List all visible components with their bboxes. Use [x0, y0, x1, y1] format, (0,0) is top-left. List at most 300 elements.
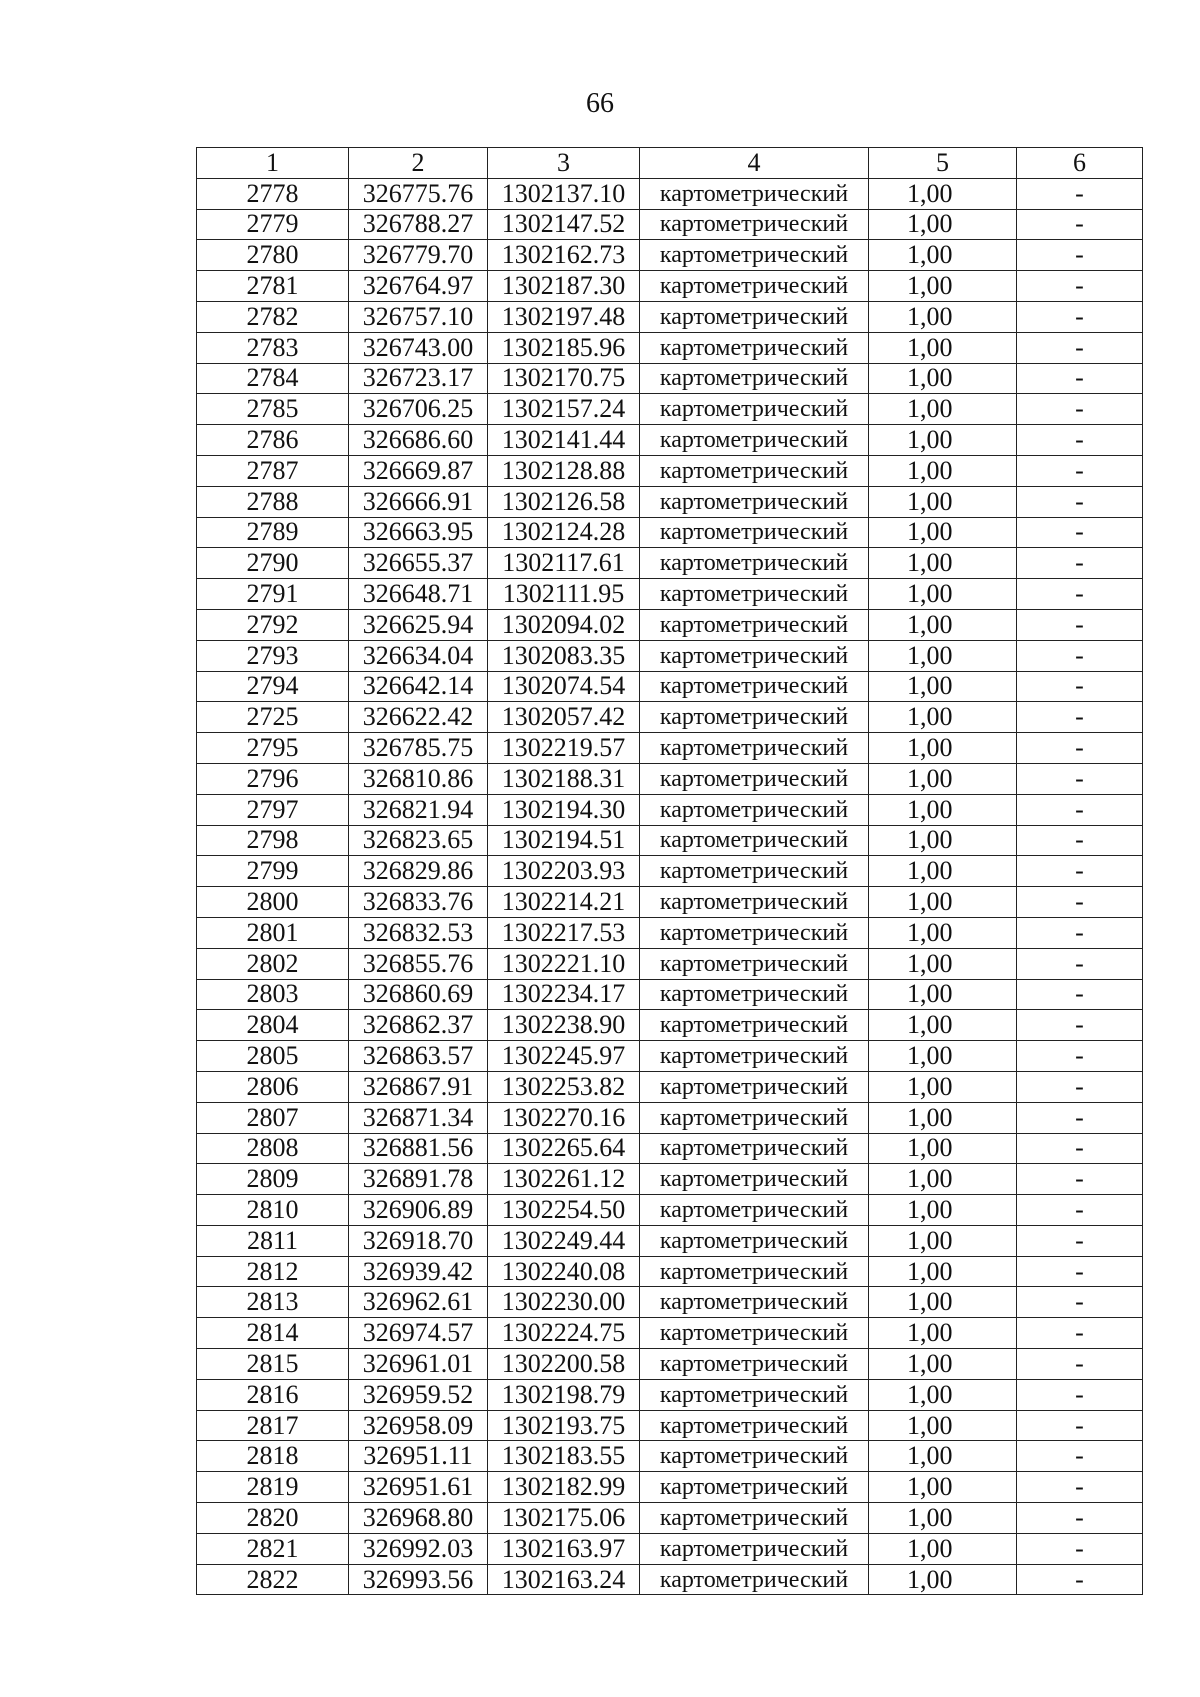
method-cell: картометрический: [640, 671, 869, 702]
accuracy-cell: 1,00: [869, 1503, 1017, 1534]
y-coordinate-cell: 1302193.75: [488, 1410, 640, 1441]
accuracy-cell: 1,00: [869, 948, 1017, 979]
point-number-cell: 2821: [197, 1533, 349, 1564]
point-number-cell: 2798: [197, 825, 349, 856]
x-coordinate-cell: 326686.60: [349, 425, 488, 456]
x-coordinate-cell: 326648.71: [349, 579, 488, 610]
point-number-cell: 2790: [197, 548, 349, 579]
table-row: [197, 1472, 1143, 1503]
method-cell: картометрический: [640, 640, 869, 671]
x-coordinate-cell: 326666.91: [349, 486, 488, 517]
method-cell: картометрический: [640, 1010, 869, 1041]
table-row: [197, 1503, 1143, 1534]
x-coordinate-cell: 326779.70: [349, 240, 488, 271]
y-coordinate-cell: 1302203.93: [488, 856, 640, 887]
point-number-cell: 2813: [197, 1287, 349, 1318]
point-number-cell: 2786: [197, 425, 349, 456]
method-cell: картометрический: [640, 609, 869, 640]
accuracy-cell: 1,00: [869, 1441, 1017, 1472]
x-coordinate-cell: 326992.03: [349, 1533, 488, 1564]
y-coordinate-cell: 1302126.58: [488, 486, 640, 517]
x-coordinate-cell: 326968.80: [349, 1503, 488, 1534]
method-cell: картометрический: [640, 548, 869, 579]
y-coordinate-cell: 1302188.31: [488, 763, 640, 794]
x-coordinate-cell: 326625.94: [349, 609, 488, 640]
accuracy-cell: 1,00: [869, 1533, 1017, 1564]
accuracy-cell: 1,00: [869, 671, 1017, 702]
point-number-cell: 2802: [197, 948, 349, 979]
method-cell: картометрический: [640, 1379, 869, 1410]
x-coordinate-cell: 326655.37: [349, 548, 488, 579]
y-coordinate-cell: 1302198.79: [488, 1379, 640, 1410]
point-number-cell: 2781: [197, 271, 349, 302]
y-coordinate-cell: 1302157.24: [488, 394, 640, 425]
note-cell: -: [1017, 609, 1143, 640]
accuracy-cell: 1,00: [869, 548, 1017, 579]
table-row: [197, 1564, 1143, 1595]
note-cell: -: [1017, 825, 1143, 856]
table-row: [197, 1133, 1143, 1164]
note-cell: -: [1017, 271, 1143, 302]
y-coordinate-cell: 1302224.75: [488, 1318, 640, 1349]
note-cell: -: [1017, 917, 1143, 948]
x-coordinate-cell: 326867.91: [349, 1071, 488, 1102]
y-coordinate-cell: 1302175.06: [488, 1503, 640, 1534]
method-cell: картометрический: [640, 887, 869, 918]
y-coordinate-cell: 1302234.17: [488, 979, 640, 1010]
x-coordinate-cell: 326959.52: [349, 1379, 488, 1410]
point-number-cell: 2808: [197, 1133, 349, 1164]
x-coordinate-cell: 326881.56: [349, 1133, 488, 1164]
point-number-cell: 2807: [197, 1102, 349, 1133]
table-row: [197, 794, 1143, 825]
accuracy-cell: 1,00: [869, 1349, 1017, 1380]
method-cell: картометрический: [640, 917, 869, 948]
accuracy-cell: 1,00: [869, 1041, 1017, 1072]
x-coordinate-cell: 326958.09: [349, 1410, 488, 1441]
table-row: [197, 455, 1143, 486]
table-row: [197, 948, 1143, 979]
method-cell: картометрический: [640, 702, 869, 733]
note-cell: -: [1017, 640, 1143, 671]
note-cell: -: [1017, 486, 1143, 517]
accuracy-cell: 1,00: [869, 1256, 1017, 1287]
note-cell: -: [1017, 1256, 1143, 1287]
method-cell: картометрический: [640, 1287, 869, 1318]
accuracy-cell: 1,00: [869, 209, 1017, 240]
note-cell: -: [1017, 240, 1143, 271]
point-number-cell: 2797: [197, 794, 349, 825]
x-coordinate-cell: 326663.95: [349, 517, 488, 548]
method-cell: картометрический: [640, 517, 869, 548]
x-coordinate-cell: 326810.86: [349, 763, 488, 794]
table-row: [197, 1256, 1143, 1287]
note-cell: -: [1017, 332, 1143, 363]
method-cell: картометрический: [640, 425, 869, 456]
accuracy-cell: 1,00: [869, 1410, 1017, 1441]
y-coordinate-cell: 1302094.02: [488, 609, 640, 640]
note-cell: -: [1017, 733, 1143, 764]
method-cell: картометрический: [640, 856, 869, 887]
x-coordinate-cell: 326642.14: [349, 671, 488, 702]
table-row: [197, 1533, 1143, 1564]
point-number-cell: 2820: [197, 1503, 349, 1534]
point-number-cell: 2801: [197, 917, 349, 948]
table-row: [197, 1379, 1143, 1410]
x-coordinate-cell: 326906.89: [349, 1195, 488, 1226]
y-coordinate-cell: 1302111.95: [488, 579, 640, 610]
x-coordinate-cell: 326823.65: [349, 825, 488, 856]
x-coordinate-cell: 326723.17: [349, 363, 488, 394]
note-cell: -: [1017, 794, 1143, 825]
point-number-cell: 2817: [197, 1410, 349, 1441]
y-coordinate-cell: 1302238.90: [488, 1010, 640, 1041]
accuracy-cell: 1,00: [869, 1195, 1017, 1226]
point-number-cell: 2799: [197, 856, 349, 887]
method-cell: картометрический: [640, 1533, 869, 1564]
table-row: [197, 301, 1143, 332]
method-cell: картометрический: [640, 1564, 869, 1595]
method-cell: картометрический: [640, 301, 869, 332]
point-number-cell: 2805: [197, 1041, 349, 1072]
x-coordinate-cell: 326833.76: [349, 887, 488, 918]
x-coordinate-cell: 326821.94: [349, 794, 488, 825]
point-number-cell: 2785: [197, 394, 349, 425]
x-coordinate-cell: 326743.00: [349, 332, 488, 363]
point-number-cell: 2804: [197, 1010, 349, 1041]
method-cell: картометрический: [640, 1503, 869, 1534]
point-number-cell: 2782: [197, 301, 349, 332]
x-coordinate-cell: 326961.01: [349, 1349, 488, 1380]
method-cell: картометрический: [640, 1318, 869, 1349]
note-cell: -: [1017, 1564, 1143, 1595]
method-cell: картометрический: [640, 271, 869, 302]
point-number-cell: 2779: [197, 209, 349, 240]
accuracy-cell: 1,00: [869, 1318, 1017, 1349]
point-number-cell: 2784: [197, 363, 349, 394]
y-coordinate-cell: 1302221.10: [488, 948, 640, 979]
note-cell: -: [1017, 1071, 1143, 1102]
method-cell: картометрический: [640, 733, 869, 764]
y-coordinate-cell: 1302194.30: [488, 794, 640, 825]
point-number-cell: 2725: [197, 702, 349, 733]
method-cell: картометрический: [640, 1102, 869, 1133]
method-cell: картометрический: [640, 1349, 869, 1380]
y-coordinate-cell: 1302230.00: [488, 1287, 640, 1318]
method-cell: картометрический: [640, 1133, 869, 1164]
point-number-cell: 2815: [197, 1349, 349, 1380]
column-header-6: 6: [1017, 148, 1143, 179]
x-coordinate-cell: 326860.69: [349, 979, 488, 1010]
accuracy-cell: 1,00: [869, 394, 1017, 425]
table-row: [197, 1071, 1143, 1102]
method-cell: картометрический: [640, 1472, 869, 1503]
x-coordinate-cell: 326785.75: [349, 733, 488, 764]
point-number-cell: 2800: [197, 887, 349, 918]
method-cell: картометрический: [640, 1256, 869, 1287]
y-coordinate-cell: 1302200.58: [488, 1349, 640, 1380]
table-row: [197, 856, 1143, 887]
table-row: [197, 1164, 1143, 1195]
x-coordinate-cell: 326757.10: [349, 301, 488, 332]
note-cell: -: [1017, 887, 1143, 918]
point-number-cell: 2809: [197, 1164, 349, 1195]
note-cell: -: [1017, 363, 1143, 394]
table-row: [197, 671, 1143, 702]
y-coordinate-cell: 1302162.73: [488, 240, 640, 271]
note-cell: -: [1017, 517, 1143, 548]
column-header-1: 1: [197, 148, 349, 179]
table-row: [197, 486, 1143, 517]
y-coordinate-cell: 1302240.08: [488, 1256, 640, 1287]
y-coordinate-cell: 1302074.54: [488, 671, 640, 702]
y-coordinate-cell: 1302137.10: [488, 178, 640, 209]
y-coordinate-cell: 1302185.96: [488, 332, 640, 363]
y-coordinate-cell: 1302265.64: [488, 1133, 640, 1164]
method-cell: картометрический: [640, 1225, 869, 1256]
x-coordinate-cell: 326962.61: [349, 1287, 488, 1318]
table-row: [197, 733, 1143, 764]
point-number-cell: 2803: [197, 979, 349, 1010]
point-number-cell: 2780: [197, 240, 349, 271]
point-number-cell: 2783: [197, 332, 349, 363]
table-row: [197, 1349, 1143, 1380]
note-cell: -: [1017, 394, 1143, 425]
table-row: [197, 763, 1143, 794]
note-cell: -: [1017, 1318, 1143, 1349]
column-header-4: 4: [640, 148, 869, 179]
y-coordinate-cell: 1302083.35: [488, 640, 640, 671]
table-row: [197, 1441, 1143, 1472]
table-row: [197, 363, 1143, 394]
y-coordinate-cell: 1302141.44: [488, 425, 640, 456]
accuracy-cell: 1,00: [869, 240, 1017, 271]
y-coordinate-cell: 1302163.97: [488, 1533, 640, 1564]
table-row: [197, 240, 1143, 271]
x-coordinate-cell: 326788.27: [349, 209, 488, 240]
y-coordinate-cell: 1302163.24: [488, 1564, 640, 1595]
accuracy-cell: 1,00: [869, 1287, 1017, 1318]
y-coordinate-cell: 1302170.75: [488, 363, 640, 394]
note-cell: -: [1017, 671, 1143, 702]
note-cell: -: [1017, 548, 1143, 579]
table-row: [197, 579, 1143, 610]
note-cell: -: [1017, 301, 1143, 332]
note-cell: -: [1017, 702, 1143, 733]
note-cell: -: [1017, 1441, 1143, 1472]
table-row: [197, 1010, 1143, 1041]
method-cell: картометрический: [640, 394, 869, 425]
note-cell: -: [1017, 1225, 1143, 1256]
point-number-cell: 2812: [197, 1256, 349, 1287]
accuracy-cell: 1,00: [869, 1133, 1017, 1164]
method-cell: картометрический: [640, 486, 869, 517]
y-coordinate-cell: 1302187.30: [488, 271, 640, 302]
table-row: [197, 209, 1143, 240]
point-number-cell: 2795: [197, 733, 349, 764]
column-header-3: 3: [488, 148, 640, 179]
x-coordinate-cell: 326918.70: [349, 1225, 488, 1256]
accuracy-cell: 1,00: [869, 979, 1017, 1010]
column-header-5: 5: [869, 148, 1017, 179]
accuracy-cell: 1,00: [869, 609, 1017, 640]
note-cell: -: [1017, 1533, 1143, 1564]
table-row: [197, 425, 1143, 456]
y-coordinate-cell: 1302261.12: [488, 1164, 640, 1195]
accuracy-cell: 1,00: [869, 1071, 1017, 1102]
point-number-cell: 2819: [197, 1472, 349, 1503]
accuracy-cell: 1,00: [869, 301, 1017, 332]
method-cell: картометрический: [640, 455, 869, 486]
y-coordinate-cell: 1302245.97: [488, 1041, 640, 1072]
table-row: [197, 917, 1143, 948]
table-row: [197, 1318, 1143, 1349]
x-coordinate-cell: 326634.04: [349, 640, 488, 671]
accuracy-cell: 1,00: [869, 794, 1017, 825]
method-cell: картометрический: [640, 1195, 869, 1226]
note-cell: -: [1017, 1041, 1143, 1072]
point-number-cell: 2791: [197, 579, 349, 610]
accuracy-cell: 1,00: [869, 455, 1017, 486]
method-cell: картометрический: [640, 1041, 869, 1072]
table-header-row: [197, 148, 1143, 179]
method-cell: картометрический: [640, 794, 869, 825]
note-cell: -: [1017, 455, 1143, 486]
note-cell: -: [1017, 1102, 1143, 1133]
accuracy-cell: 1,00: [869, 733, 1017, 764]
accuracy-cell: 1,00: [869, 825, 1017, 856]
point-number-cell: 2806: [197, 1071, 349, 1102]
note-cell: -: [1017, 856, 1143, 887]
note-cell: -: [1017, 1010, 1143, 1041]
y-coordinate-cell: 1302117.61: [488, 548, 640, 579]
table-row: [197, 1041, 1143, 1072]
x-coordinate-cell: 326832.53: [349, 917, 488, 948]
x-coordinate-cell: 326871.34: [349, 1102, 488, 1133]
table-body: [197, 178, 1143, 1595]
point-number-cell: 2788: [197, 486, 349, 517]
table-row: [197, 1225, 1143, 1256]
point-number-cell: 2793: [197, 640, 349, 671]
x-coordinate-cell: 326974.57: [349, 1318, 488, 1349]
accuracy-cell: 1,00: [869, 917, 1017, 948]
method-cell: картометрический: [640, 948, 869, 979]
point-number-cell: 2822: [197, 1564, 349, 1595]
y-coordinate-cell: 1302217.53: [488, 917, 640, 948]
accuracy-cell: 1,00: [869, 1102, 1017, 1133]
y-coordinate-cell: 1302124.28: [488, 517, 640, 548]
table-row: [197, 394, 1143, 425]
point-number-cell: 2811: [197, 1225, 349, 1256]
note-cell: -: [1017, 1472, 1143, 1503]
note-cell: -: [1017, 178, 1143, 209]
point-number-cell: 2792: [197, 609, 349, 640]
note-cell: -: [1017, 948, 1143, 979]
x-coordinate-cell: 326669.87: [349, 455, 488, 486]
table-row: [197, 702, 1143, 733]
point-number-cell: 2787: [197, 455, 349, 486]
table-row: [197, 1195, 1143, 1226]
note-cell: -: [1017, 1287, 1143, 1318]
method-cell: картометрический: [640, 332, 869, 363]
accuracy-cell: 1,00: [869, 1010, 1017, 1041]
note-cell: -: [1017, 425, 1143, 456]
y-coordinate-cell: 1302147.52: [488, 209, 640, 240]
accuracy-cell: 1,00: [869, 363, 1017, 394]
note-cell: -: [1017, 579, 1143, 610]
accuracy-cell: 1,00: [869, 640, 1017, 671]
y-coordinate-cell: 1302249.44: [488, 1225, 640, 1256]
method-cell: картометрический: [640, 1164, 869, 1195]
x-coordinate-cell: 326939.42: [349, 1256, 488, 1287]
y-coordinate-cell: 1302254.50: [488, 1195, 640, 1226]
method-cell: картометрический: [640, 579, 869, 610]
table-row: [197, 979, 1143, 1010]
page-number: 66: [586, 88, 614, 119]
x-coordinate-cell: 326706.25: [349, 394, 488, 425]
note-cell: -: [1017, 763, 1143, 794]
method-cell: картометрический: [640, 1410, 869, 1441]
y-coordinate-cell: 1302197.48: [488, 301, 640, 332]
coordinates-table: [196, 147, 1143, 1595]
accuracy-cell: 1,00: [869, 332, 1017, 363]
table-row: [197, 517, 1143, 548]
table-row: [197, 1287, 1143, 1318]
y-coordinate-cell: 1302219.57: [488, 733, 640, 764]
method-cell: картометрический: [640, 1071, 869, 1102]
y-coordinate-cell: 1302270.16: [488, 1102, 640, 1133]
note-cell: -: [1017, 1410, 1143, 1441]
point-number-cell: 2796: [197, 763, 349, 794]
accuracy-cell: 1,00: [869, 1564, 1017, 1595]
note-cell: -: [1017, 1164, 1143, 1195]
table-row: [197, 887, 1143, 918]
accuracy-cell: 1,00: [869, 1472, 1017, 1503]
method-cell: картометрический: [640, 363, 869, 394]
y-coordinate-cell: 1302182.99: [488, 1472, 640, 1503]
point-number-cell: 2814: [197, 1318, 349, 1349]
point-number-cell: 2778: [197, 178, 349, 209]
accuracy-cell: 1,00: [869, 486, 1017, 517]
table-row: [197, 271, 1143, 302]
point-number-cell: 2794: [197, 671, 349, 702]
accuracy-cell: 1,00: [869, 425, 1017, 456]
point-number-cell: 2816: [197, 1379, 349, 1410]
accuracy-cell: 1,00: [869, 271, 1017, 302]
x-coordinate-cell: 326862.37: [349, 1010, 488, 1041]
x-coordinate-cell: 326622.42: [349, 702, 488, 733]
table-row: [197, 548, 1143, 579]
method-cell: картометрический: [640, 763, 869, 794]
note-cell: -: [1017, 979, 1143, 1010]
method-cell: картометрический: [640, 1441, 869, 1472]
note-cell: -: [1017, 1133, 1143, 1164]
x-coordinate-cell: 326993.56: [349, 1564, 488, 1595]
accuracy-cell: 1,00: [869, 887, 1017, 918]
accuracy-cell: 1,00: [869, 702, 1017, 733]
x-coordinate-cell: 326855.76: [349, 948, 488, 979]
accuracy-cell: 1,00: [869, 517, 1017, 548]
point-number-cell: 2810: [197, 1195, 349, 1226]
x-coordinate-cell: 326891.78: [349, 1164, 488, 1195]
method-cell: картометрический: [640, 979, 869, 1010]
x-coordinate-cell: 326951.11: [349, 1441, 488, 1472]
x-coordinate-cell: 326775.76: [349, 178, 488, 209]
y-coordinate-cell: 1302183.55: [488, 1441, 640, 1472]
point-number-cell: 2789: [197, 517, 349, 548]
table-row: [197, 825, 1143, 856]
method-cell: картометрический: [640, 178, 869, 209]
